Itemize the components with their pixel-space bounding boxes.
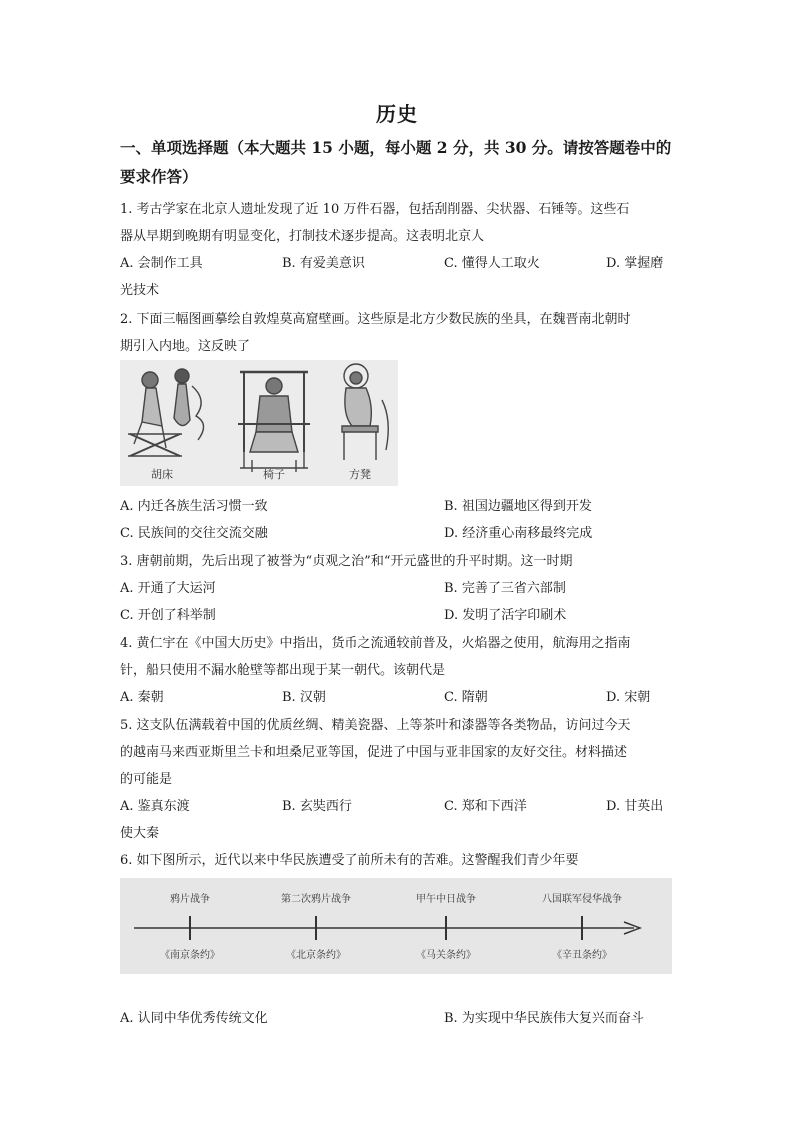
timeline-war-1: 鸦片战争 [170,894,210,905]
timeline-war-2: 第二次鸦片战争 [281,894,351,905]
q4-option-c[interactable]: C. 隋朝 [444,690,488,705]
section-heading-line1: 一、单项选择题（本大题共 15 小题，每小题 2 分，共 30 分。请按答题卷中的 [120,138,672,157]
q2-option-a[interactable]: A. 内迁各族生活习惯一致 [120,499,268,514]
q5-line2: 的越南马来西亚斯里兰卡和坦桑尼亚等国，促进了中国与亚非国家的友好交往。材料描述 [120,745,628,760]
q1-option-c[interactable]: C. 懂得人工取火 [444,256,540,271]
q2-line2: 期引入内地。这反映了 [120,339,251,354]
q2-option-c[interactable]: C. 民族间的交往交流交融 [120,526,268,541]
timeline-treaty-3: 《马关条约》 [416,950,476,961]
q4-option-a[interactable]: A. 秦朝 [120,690,164,705]
figure-label-stool: 方凳 [349,468,371,481]
q4-line1: 4. 黄仁宇在《中国大历史》中指出，货币之流通较前普及，火焰器之使用，航海用之指南 [120,636,631,651]
q3-line1: 3. 唐朝前期，先后出现了被誉为“贞观之治”和“开元盛世的升平时期。这一时期 [120,554,573,569]
q1-option-d-wrap: 光技术 [120,283,160,298]
q1-line1: 1. 考古学家在北京人遗址发现了近 10 万件石器，包括刮削器、尖状器、石锤等。这些石 [120,202,630,217]
q2-option-d[interactable]: D. 经济重心南移最终完成 [444,526,593,541]
timeline-treaty-4: 《辛丑条约》 [552,950,612,961]
page-title: 历史 [376,102,418,126]
q5-option-c[interactable]: C. 郑和下西洋 [444,799,527,814]
timeline-war-3: 甲午中日战争 [416,894,476,905]
timeline-war-4: 八国联军侵华战争 [542,894,622,905]
q1-line2: 器从早期到晚期有明显变化，打制技术逐步提高。这表明北京人 [120,229,485,244]
q1-option-d[interactable]: D. 掌握磨 [606,256,664,271]
q4-option-b[interactable]: B. 汉朝 [282,690,326,705]
q2-line1: 2. 下面三幅图画摹绘自敦煌莫高窟壁画。这些原是北方少数民族的坐具，在魏晋南北朝时 [120,312,631,327]
furniture-mural-figure [120,360,398,486]
q5-option-d-wrap: 使大秦 [120,826,160,841]
q5-line1: 5. 这支队伍满载着中国的优质丝绸、精美瓷器、上等茶叶和漆器等各类物品，访问过今天 [120,718,631,733]
timeline-figure [120,878,672,974]
q4-line2: 针，船只使用不漏水舱壁等都出现于某一朝代。该朝代是 [120,663,446,678]
timeline-treaty-2: 《北京条约》 [286,950,346,961]
q3-option-a[interactable]: A. 开通了大运河 [120,581,216,596]
q3-option-c[interactable]: C. 开创了科举制 [120,608,216,623]
section-heading [120,133,680,191]
q5-option-d[interactable]: D. 甘英出 [606,799,664,814]
q5-line3: 的可能是 [120,772,173,787]
q3-option-d[interactable]: D. 发明了活字印刷术 [444,608,567,623]
section-heading-line2: 要求作答） [120,167,198,186]
figure-label-huchuang: 胡床 [151,468,173,481]
q6-option-b[interactable]: B. 为实现中华民族伟大复兴而奋斗 [444,1011,644,1026]
q6-line1: 6. 如下图所示，近代以来中华民族遭受了前所未有的苦难。这警醒我们青少年要 [120,853,579,868]
timeline-treaty-1: 《南京条约》 [160,950,220,961]
q6-option-a[interactable]: A. 认同中华优秀传统文化 [120,1011,268,1026]
q1-option-b[interactable]: B. 有爱美意识 [282,256,365,271]
q5-option-a[interactable]: A. 鉴真东渡 [120,799,190,814]
q4-option-d[interactable]: D. 宋朝 [606,690,651,705]
q3-option-b[interactable]: B. 完善了三省六部制 [444,581,566,596]
q1-option-a[interactable]: A. 会制作工具 [120,256,203,271]
figure-label-chair: 椅子 [263,468,285,481]
q5-option-b[interactable]: B. 玄奘西行 [282,799,352,814]
q2-option-b[interactable]: B. 祖国边疆地区得到开发 [444,499,592,514]
